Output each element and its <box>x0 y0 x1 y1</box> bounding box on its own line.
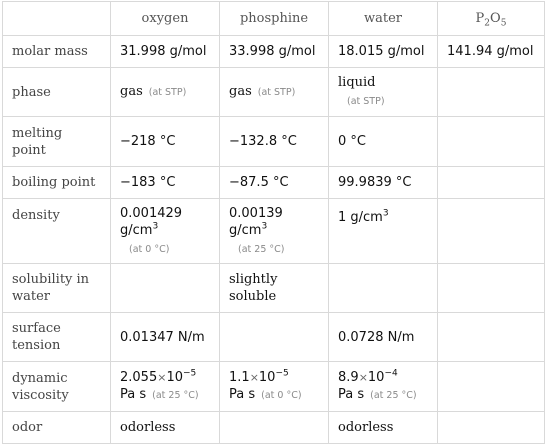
phase-oxygen-value: gas <box>120 84 143 99</box>
viscosity-water-base: 10 <box>367 370 385 385</box>
row-label-melting-point <box>3 117 111 167</box>
molar-mass-p2o5: 141.94 g/mol <box>438 36 545 68</box>
viscosity-phosphine-times: × <box>249 371 259 384</box>
melting-point-phosphine: −132.8 °C <box>220 117 329 167</box>
row-boiling-point <box>3 167 545 199</box>
properties-table <box>2 1 545 444</box>
phase-oxygen-note: (at STP) <box>148 87 187 98</box>
viscosity-phosphine-base: 10 <box>258 370 276 385</box>
molar-mass-oxygen: 31.998 g/mol <box>111 36 220 68</box>
row-viscosity <box>3 362 545 412</box>
density-oxygen-sup: 3 <box>152 221 159 232</box>
solubility-label-l2: water <box>12 289 51 304</box>
density-phosphine-note: (at 25 °C) <box>238 243 285 255</box>
melting-point-water: 0 °C <box>329 117 438 167</box>
solubility-phosphine-l1: slightly <box>229 272 278 287</box>
surface-tension-oxygen: 0.01347 N/m <box>111 313 220 362</box>
solubility-water <box>329 264 438 313</box>
molar-mass-water: 18.015 g/mol <box>329 36 438 68</box>
boiling-point-water: 99.9839 °C <box>329 167 438 199</box>
viscosity-oxygen-unit: Pa s <box>120 387 147 402</box>
viscosity-water <box>329 362 438 412</box>
row-label-density: density <box>3 199 111 264</box>
solubility-label-l1: solubility in <box>12 272 90 287</box>
p2o5-sub-2: 2 <box>484 18 491 29</box>
phase-phosphine-value: gas <box>229 84 252 99</box>
surface-tension-label-l2: tension <box>12 338 61 353</box>
phase-phosphine-note: (at STP) <box>257 87 296 98</box>
phase-water-value: liquid <box>338 75 376 90</box>
phase-p2o5 <box>438 68 545 117</box>
viscosity-phosphine-exp: −5 <box>275 368 289 379</box>
surface-tension-water: 0.0728 N/m <box>329 313 438 362</box>
header-water: water <box>329 2 438 36</box>
melting-point-label-l1: melting <box>12 125 63 141</box>
solubility-phosphine-l2: soluble <box>229 289 277 304</box>
viscosity-phosphine-note: (at 0 °C) <box>261 390 302 401</box>
p2o5-p: P <box>475 11 485 26</box>
phase-oxygen <box>111 68 220 117</box>
header-empty <box>3 2 111 36</box>
density-oxygen-unit: g/cm <box>120 222 153 238</box>
density-water-sup: 3 <box>382 208 389 219</box>
viscosity-phosphine-unit: Pa s <box>229 387 256 402</box>
molar-mass-phosphine: 33.998 g/mol <box>220 36 329 68</box>
viscosity-water-note: (at 25 °C) <box>370 390 417 401</box>
density-p2o5 <box>438 199 545 264</box>
boiling-point-phosphine: −87.5 °C <box>220 167 329 199</box>
viscosity-p2o5 <box>438 362 545 412</box>
p2o5-o: O <box>490 11 501 26</box>
melting-point-p2o5 <box>438 117 545 167</box>
row-melting-point <box>3 117 545 167</box>
viscosity-oxygen-exp: −5 <box>182 368 197 379</box>
row-label-phase: phase <box>3 68 111 117</box>
solubility-phosphine <box>220 264 329 313</box>
header-oxygen: oxygen <box>111 2 220 36</box>
viscosity-label-l2: viscosity <box>12 387 69 403</box>
p2o5-sub-5: 5 <box>500 18 507 29</box>
density-phosphine-unit: g/cm <box>229 222 262 238</box>
phase-phosphine <box>220 68 329 117</box>
boiling-point-p2o5 <box>438 167 545 199</box>
phase-water <box>329 68 438 117</box>
melting-point-label-l2: point <box>12 142 46 158</box>
row-label-viscosity <box>3 362 111 412</box>
density-phosphine-l1: 0.00139 <box>229 205 283 221</box>
row-molar-mass <box>3 36 545 68</box>
surface-tension-phosphine <box>220 313 329 362</box>
viscosity-oxygen-times: × <box>157 371 167 384</box>
density-oxygen <box>111 199 220 264</box>
viscosity-water-times: × <box>358 371 368 384</box>
viscosity-phosphine-mantissa: 1.1 <box>229 370 250 385</box>
odor-water: odorless <box>329 412 438 444</box>
row-phase <box>3 68 545 117</box>
row-label-boiling-point: boiling point <box>3 167 111 199</box>
melting-point-oxygen: −218 °C <box>111 117 220 167</box>
header-p2o5 <box>438 2 545 36</box>
viscosity-oxygen-base: 10 <box>166 370 183 385</box>
row-label-molar-mass: molar mass <box>3 36 111 68</box>
density-oxygen-note: (at 0 °C) <box>129 243 170 255</box>
phase-water-note: (at STP) <box>347 96 385 107</box>
viscosity-oxygen-mantissa: 2.055 <box>120 370 158 385</box>
viscosity-water-exp: −4 <box>384 368 398 379</box>
odor-p2o5 <box>438 412 545 444</box>
row-label-surface-tension <box>3 313 111 362</box>
odor-phosphine <box>220 412 329 444</box>
row-odor <box>3 412 545 444</box>
row-density <box>3 199 545 264</box>
viscosity-water-mantissa: 8.9 <box>338 370 359 385</box>
odor-oxygen: odorless <box>111 412 220 444</box>
row-surface-tension <box>3 313 545 362</box>
surface-tension-p2o5 <box>438 313 545 362</box>
row-label-solubility <box>3 264 111 313</box>
density-phosphine <box>220 199 329 264</box>
viscosity-label-l1: dynamic <box>12 370 68 386</box>
viscosity-oxygen <box>111 362 220 412</box>
surface-tension-label-l1: surface <box>12 321 61 336</box>
density-water <box>329 199 438 264</box>
viscosity-phosphine <box>220 362 329 412</box>
solubility-p2o5 <box>438 264 545 313</box>
row-label-odor: odor <box>3 412 111 444</box>
row-solubility <box>3 264 545 313</box>
header-phosphine: phosphine <box>220 2 329 36</box>
density-phosphine-sup: 3 <box>261 221 268 232</box>
density-water-value: 1 g/cm <box>338 210 383 225</box>
viscosity-oxygen-note: (at 25 °C) <box>152 390 199 401</box>
solubility-oxygen <box>111 264 220 313</box>
viscosity-water-unit: Pa s <box>338 387 365 402</box>
density-oxygen-l1: 0.001429 <box>120 205 183 221</box>
header-row <box>3 2 545 36</box>
boiling-point-oxygen: −183 °C <box>111 167 220 199</box>
